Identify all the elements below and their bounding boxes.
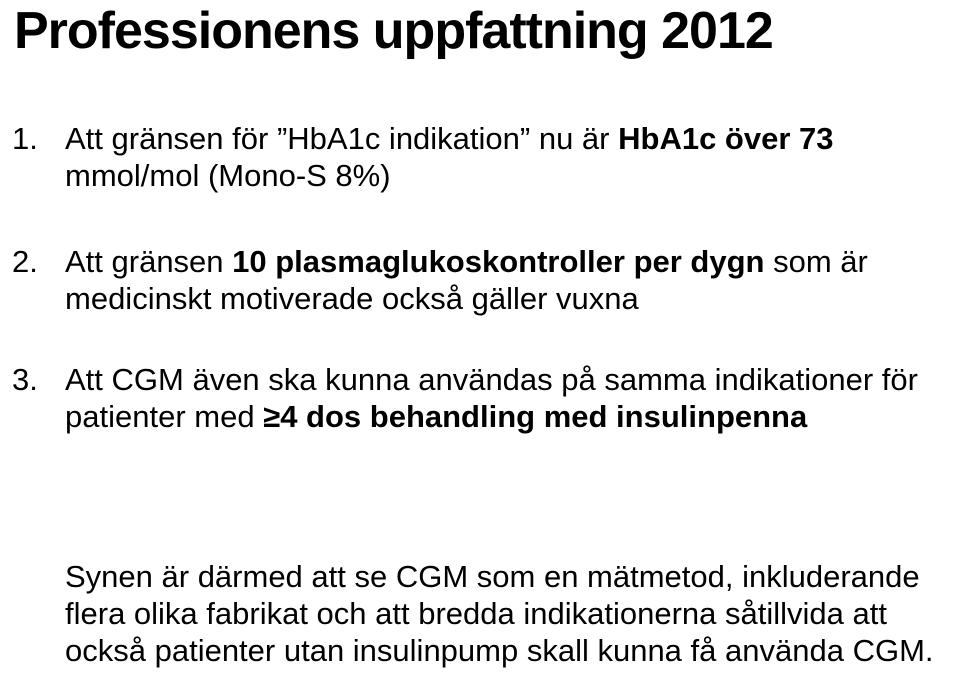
text-segment: mmol/mol (Mono-S 8%) — [65, 158, 391, 193]
emphasis-text: 10 plasmaglukoskontroller per dygn — [232, 244, 765, 279]
list-item-text — [65, 120, 952, 194]
list-item-3 — [12, 361, 952, 435]
text-segment: Att gränsen — [65, 244, 233, 279]
slide-title: Professionens uppfattning 2012 — [14, 2, 773, 60]
emphasis-text: HbA1c över 73 — [618, 121, 834, 156]
list-item-text — [65, 243, 952, 317]
list-item-text — [65, 361, 952, 435]
summary-paragraph: Synen är därmed att se CGM som en mätmetod, inkluderande flera olika fabrikat och att bredda indikationerna såtillvida att också patienter utan insulinpump skall kunna få använda CGM. — [65, 559, 934, 668]
list-item-2 — [12, 243, 952, 317]
greater-equal-symbol: ≥ — [263, 399, 281, 434]
list-item-number: 1. — [12, 121, 38, 156]
emphasis-text: 4 dos behandling med insulinpenna — [280, 399, 808, 434]
text-segment: Att CGM även ska kunna användas på samma indikationer för patienter med — [65, 362, 918, 434]
list-item-number: 2. — [12, 244, 38, 279]
list-item-1 — [12, 120, 952, 194]
text-segment: som är medicinskt motiverade också gäller vuxna — [65, 244, 868, 316]
text-segment: Att gränsen för ”HbA1c indikation” nu är — [65, 121, 619, 156]
list-item-number: 3. — [12, 362, 38, 397]
